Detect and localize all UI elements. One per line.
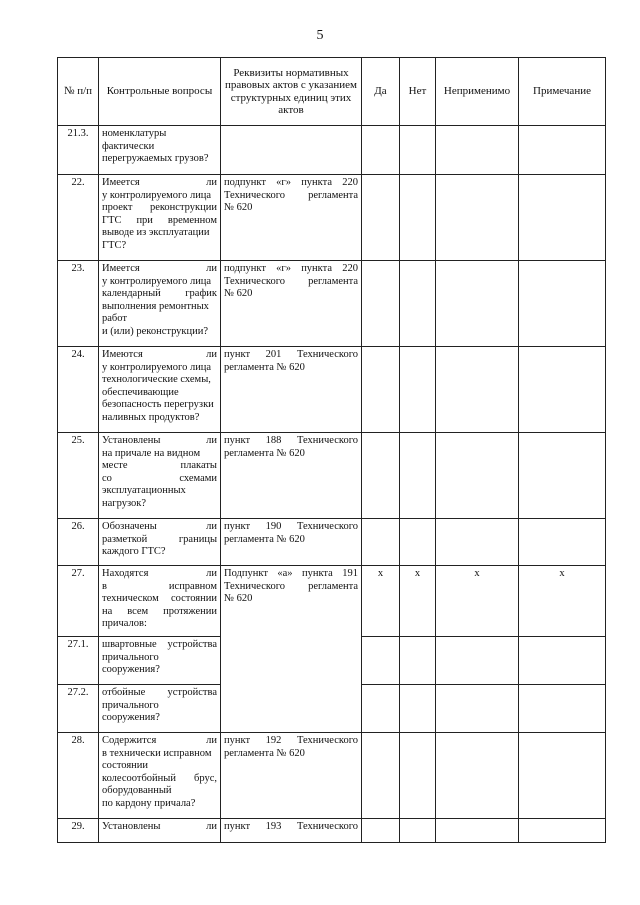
question-cell xyxy=(99,566,221,637)
reference-line: пункт 188 Технического xyxy=(224,435,358,446)
reference-line: № 620 xyxy=(224,202,253,213)
question-line: Установлены ли xyxy=(102,821,217,832)
question-line: номенклатуры xyxy=(102,128,167,139)
question-cell xyxy=(99,733,221,819)
row-number: 29. xyxy=(58,819,99,843)
table-row xyxy=(58,733,606,819)
header-not-applicable: Неприменимо xyxy=(436,58,519,126)
answer-yes-cell[interactable] xyxy=(362,261,400,347)
question-line: причального xyxy=(102,699,159,711)
question-cell xyxy=(99,347,221,433)
question-line: сооружения? xyxy=(102,712,160,723)
page-number: 5 xyxy=(316,28,324,43)
question-line: ГТС при временном xyxy=(102,214,217,226)
answer-not-applicable-cell[interactable] xyxy=(436,433,519,519)
question-line: ГТС? xyxy=(102,239,127,251)
reference-line: Технического регламента xyxy=(224,189,358,201)
reference-line: Подпункт «а» пункта 191 xyxy=(224,568,358,579)
question-line: разметкой границы xyxy=(102,533,217,545)
row-number: 28. xyxy=(58,733,99,819)
reference-line: регламента № 620 xyxy=(224,533,305,545)
answer-no-cell[interactable] xyxy=(400,637,436,685)
answer-yes-cell[interactable]: x xyxy=(362,566,400,637)
question-line: Содержится ли xyxy=(102,735,217,746)
question-line: перегружаемых грузов? xyxy=(102,153,209,164)
answer-no-cell[interactable]: x xyxy=(400,566,436,637)
question-line: в технически исправном xyxy=(102,747,212,759)
row-number: 25. xyxy=(58,433,99,519)
answer-no-cell[interactable] xyxy=(400,347,436,433)
answer-yes-cell[interactable] xyxy=(362,637,400,685)
question-line: безопасность перегрузки xyxy=(102,399,214,410)
table-row xyxy=(58,126,606,175)
question-line: проект реконструкции xyxy=(102,202,217,213)
question-cell xyxy=(99,637,221,685)
question-line: Имеется ли xyxy=(102,263,217,274)
answer-yes-cell[interactable] xyxy=(362,126,400,175)
row-number: 27.1. xyxy=(58,637,99,685)
table-row xyxy=(58,347,606,433)
question-line: наливных продуктов? xyxy=(102,411,200,423)
note-cell[interactable] xyxy=(519,126,606,175)
row-number: 22. xyxy=(58,175,99,261)
question-line: по кардону причала? xyxy=(102,797,196,809)
answer-no-cell[interactable] xyxy=(400,261,436,347)
reference-line: пункт 192 Технического xyxy=(224,735,358,746)
answer-yes-cell[interactable] xyxy=(362,685,400,733)
answer-yes-cell[interactable] xyxy=(362,347,400,433)
answer-not-applicable-cell[interactable] xyxy=(436,126,519,175)
question-line: оборудованный xyxy=(102,785,172,796)
answer-no-cell[interactable] xyxy=(400,685,436,733)
note-cell[interactable] xyxy=(519,347,606,433)
question-cell xyxy=(99,685,221,733)
reference-line: Технического регламента xyxy=(224,580,358,592)
reference-cell xyxy=(221,126,362,175)
question-line: в исправном xyxy=(102,580,217,592)
answer-not-applicable-cell[interactable]: x xyxy=(436,566,519,637)
answer-not-applicable-cell[interactable] xyxy=(436,261,519,347)
question-cell xyxy=(99,519,221,566)
question-line: Имеются ли xyxy=(102,349,217,360)
answer-no-cell[interactable] xyxy=(400,126,436,175)
note-cell[interactable] xyxy=(519,819,606,843)
question-cell xyxy=(99,261,221,347)
question-line: швартовные устройства xyxy=(102,639,217,650)
table-row xyxy=(58,519,606,566)
question-line: фактически xyxy=(102,140,155,152)
row-number: 26. xyxy=(58,519,99,566)
question-line: месте плакаты xyxy=(102,460,217,471)
header-question: Контрольные вопросы xyxy=(99,58,221,126)
question-line: Имеется ли xyxy=(102,177,217,188)
note-cell[interactable] xyxy=(519,733,606,819)
note-cell[interactable] xyxy=(519,637,606,685)
reference-cell xyxy=(221,733,362,819)
header-no: Нет xyxy=(400,58,436,126)
question-line: техническом состоянии xyxy=(102,593,217,604)
answer-not-applicable-cell[interactable] xyxy=(436,733,519,819)
question-line: Установлены ли xyxy=(102,435,217,446)
question-line: сооружения? xyxy=(102,664,160,675)
answer-no-cell[interactable] xyxy=(400,819,436,843)
answer-yes-cell[interactable] xyxy=(362,175,400,261)
question-line: причального xyxy=(102,651,159,663)
question-cell xyxy=(99,126,221,175)
row-number: 21.3. xyxy=(58,126,99,175)
question-line: у контролируемого лица xyxy=(102,361,212,373)
row-number: 24. xyxy=(58,347,99,433)
answer-no-cell[interactable] xyxy=(400,175,436,261)
question-line: календарный график xyxy=(102,288,217,299)
note-cell[interactable] xyxy=(519,519,606,566)
reference-line: № 620 xyxy=(224,288,253,299)
question-cell xyxy=(99,819,221,843)
question-line: отбойные устройства xyxy=(102,687,217,698)
reference-line: № 620 xyxy=(224,593,253,604)
answer-not-applicable-cell[interactable] xyxy=(436,519,519,566)
question-line: состоянии xyxy=(102,760,149,771)
question-line: у контролируемого лица xyxy=(102,189,212,201)
reference-line: Технического регламента xyxy=(224,275,358,287)
answer-yes-cell[interactable] xyxy=(362,819,400,843)
question-line: работ xyxy=(102,313,127,324)
header-num: № п/п xyxy=(58,58,99,126)
question-line: у контролируемого лица xyxy=(102,275,212,287)
question-line: причалов: xyxy=(102,618,147,629)
note-cell[interactable] xyxy=(519,685,606,733)
answer-yes-cell[interactable] xyxy=(362,733,400,819)
question-line: выводе из эксплуатации xyxy=(102,227,210,238)
reference-cell xyxy=(221,433,362,519)
reference-line: подпункт «г» пункта 220 xyxy=(224,177,358,188)
row-number: 27.2. xyxy=(58,685,99,733)
answer-no-cell[interactable] xyxy=(400,433,436,519)
reference-line: пункт 190 Технического xyxy=(224,521,358,532)
table-row xyxy=(58,175,606,261)
reference-cell xyxy=(221,261,362,347)
reference-line: подпункт «г» пункта 220 xyxy=(224,263,358,274)
question-line: нагрузок? xyxy=(102,497,147,509)
checklist-table xyxy=(57,57,606,843)
question-line: Находятся ли xyxy=(102,568,217,579)
reference-cell xyxy=(221,566,362,733)
reference-line: регламента № 620 xyxy=(224,447,305,459)
question-line: со схемами xyxy=(102,472,217,484)
reference-cell xyxy=(221,347,362,433)
answer-no-cell[interactable] xyxy=(400,519,436,566)
note-cell[interactable]: x xyxy=(519,566,606,637)
header-note: Примечание xyxy=(519,58,606,126)
answer-no-cell[interactable] xyxy=(400,733,436,819)
answer-not-applicable-cell[interactable] xyxy=(436,819,519,843)
question-line: на причале на видном xyxy=(102,447,201,459)
row-number: 27. xyxy=(58,566,99,637)
reference-cell xyxy=(221,819,362,843)
question-line: колесоотбойный брус, xyxy=(102,772,217,784)
question-line: обеспечивающие xyxy=(102,386,179,398)
header-reference: Реквизиты нормативных правовых актов с указанием структурных единиц этих актов xyxy=(221,58,362,126)
question-line: Обозначены ли xyxy=(102,521,217,532)
answer-not-applicable-cell[interactable] xyxy=(436,347,519,433)
question-line: на всем протяжении xyxy=(102,605,217,617)
reference-line: регламента № 620 xyxy=(224,747,305,759)
question-line: и (или) реконструкции? xyxy=(102,325,209,337)
answer-not-applicable-cell[interactable] xyxy=(436,685,519,733)
reference-cell xyxy=(221,175,362,261)
reference-cell xyxy=(221,519,362,566)
table-row xyxy=(58,433,606,519)
answer-not-applicable-cell[interactable] xyxy=(436,175,519,261)
reference-line: пункт 201 Технического xyxy=(224,349,358,360)
question-line: технологические схемы, xyxy=(102,374,211,385)
reference-line: регламента № 620 xyxy=(224,361,305,373)
question-cell xyxy=(99,433,221,519)
row-number: 23. xyxy=(58,261,99,347)
header-row xyxy=(58,58,606,126)
question-cell xyxy=(99,175,221,261)
question-line: выполнения ремонтных xyxy=(102,300,209,312)
answer-not-applicable-cell[interactable] xyxy=(436,637,519,685)
table-row xyxy=(58,819,606,843)
table-row xyxy=(58,566,606,637)
answer-yes-cell[interactable] xyxy=(362,433,400,519)
header-yes: Да xyxy=(362,58,400,126)
reference-line: пункт 193 Технического xyxy=(224,821,358,832)
question-line: каждого ГТС? xyxy=(102,546,166,557)
answer-yes-cell[interactable] xyxy=(362,519,400,566)
table-row xyxy=(58,261,606,347)
note-cell[interactable] xyxy=(519,433,606,519)
note-cell[interactable] xyxy=(519,261,606,347)
question-line: эксплуатационных xyxy=(102,485,186,496)
note-cell[interactable] xyxy=(519,175,606,261)
